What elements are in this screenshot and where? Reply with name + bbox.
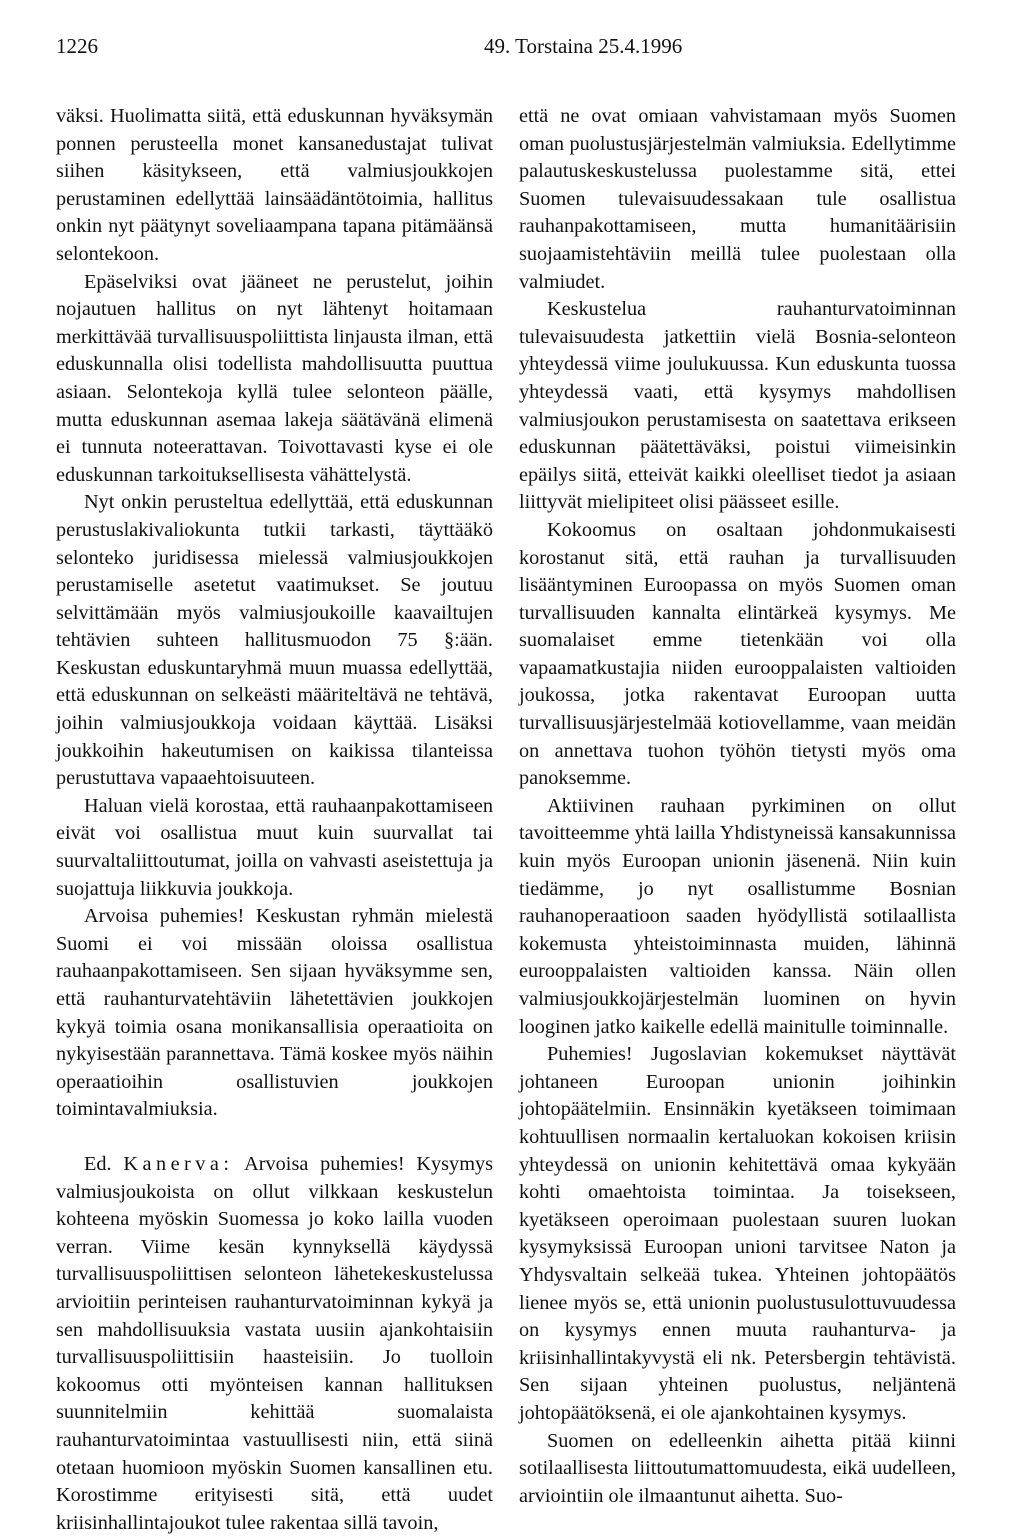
paragraph: Puhemies! Jugoslavian kokemukset näyttävät johtaneen Euroopan unionin joihinkin johtopäätelmiin. Ensinnäkin kyetäkseen toimimaan kohtuullisen normaalin kertaluokan kokoisen kriisin yhteydessä on unionin kehitettävä omaa kykyään kohti omaehtoista toimintaa. Ja toisekseen, kyetäkseen operoimaan puolestaan suuren luokan kysymyksissä Euroopan unioni tarvitsee Naton ja Yhdysvaltain selkeää tukea. Yhteinen johtopäätös lienee myös se, että unionin puolustusulottuvuudessa on kysymys ennen muuta rauhanturva- ja kriisinhallintakyvystä eli nk. Petersbergin tehtävistä. Sen sijaan yhteinen puolustus, neljäntenä johtopäätöksenä, ei ole ajankohtainen kysymys.: [519, 1043, 956, 1424]
paragraph: Kokoomus on osaltaan johdonmukaisesti korostanut sitä, että rauhan ja turvallisuuden lisääntyminen Euroopassa on myös Suomen oman turvallisuuden kannalta elintärkeä kysymys. Me suomalaiset emme tietenkään voi olla vapaamatkustajia niiden eurooppalaisten valtioiden joukossa, jotka rakentavat Euroopan uutta turvallisuusjärjestelmää kotiovellamme, vaan meidän on annettava tuohon työhön tietysti myös oma panoksemme.: [519, 518, 956, 790]
paragraph: että ne ovat omiaan vahvistamaan myös Suomen oman puolustusjärjestelmän valmiuksia. Edellytimme palautuskeskustelussa puolestamme sitä, ettei Suomen tulevaisuudessakaan tule osallistua rauhanpakottamiseen, mutta humanitäärisiin suojaamistehtäviin meillä tulee puolestaan olla valmiudet.: [519, 105, 956, 293]
speech-prefix: Ed.: [84, 1152, 112, 1175]
left-column: [56, 103, 493, 1537]
page-number: 1226: [56, 34, 98, 58]
paragraph: Epäselviksi ovat jääneet ne perustelut, joihin nojautuen hallitus on nyt lähtenyt hoitamaan merkittävää turvallisuuspoliittista linjausta ilman, että eduskunnalla olisi todellista mahdollisuutta puuttua asiaan. Selontekoja kyllä tulee selonteon päälle, mutta eduskunnan asemaa lakeja säätävänä elimenä ei tunnuta noteerattavan. Toivottavasti kyse ei ole eduskunnan tarkoituksellisesta vähättelystä.: [56, 270, 493, 486]
paragraph: Arvoisa puhemies! Keskustan ryhmän mielestä Suomi ei voi missään oloissa osallistua rauhaanpakottamiseen. Sen sijaan hyväksymme sen, että rauhanturvatehtäviin lähetettävien joukkojen kykyä toimia osana monikansallisia operaatioita on nykyisestään parannettava. Tämä koskee myös näihin operaatioihin osallistuvien joukkojen toimintavalmiuksia.: [56, 905, 493, 1121]
speaker-name: Kanerva:: [123, 1152, 234, 1175]
paragraph: Haluan vielä korostaa, että rauhaanpakottamiseen eivät voi osallistua muut kuin suurvallat tai suurvaltaliittoutumat, joilla on vahvasti aseistettuja ja suojattuja liikkuvia joukkoja.: [56, 794, 493, 900]
running-head: 49. Torstaina 25.4.1996: [484, 34, 683, 58]
paragraph: Keskustelua rauhanturvatoiminnan tulevaisuudesta jatkettiin vielä Bosnia-selonteon yhteydessä viime joulukuussa. Kun eduskunta tuossa yhteydessä vaati, että kysymys mahdollisen valmiusjoukon perustamisesta on saatettava erikseen eduskunnan päätettäväksi, poistui viimeisinkin epäilys siitä, etteivät kaikki oleelliset tiedot ja asiaan liittyvät mielipiteet olisi päässeet esille.: [519, 298, 956, 514]
speech-text: Arvoisa puhemies! Kysymys valmiusjoukoista on ollut vilkkaan keskustelun kohteena myöskin Suomessa jo koko lailla vuoden verran. Viime kesän kynnyksellä käydyssä turvallisuuspoliittisen selonteon lähetekeskustelussa arvioitiin perinteisen rauhanturvatoiminnan kykyä ja sen mahdollisuuksia vastata uusiin ajankohtaisiin turvallisuuspoliittisiin haasteisiin. Jo tuolloin kokoomus otti myönteisen kannan hallituksen suunnitelmiin kehittää suomalaista rauhanturvatoimintaa vastuullisesti niin, että siinä otetaan huomioon myöskin Suomen kansallinen etu. Korostimme erityisesti sitä, että uudet kriisinhallintajoukot tulee rakentaa sillä tavoin,: [56, 1152, 494, 1534]
speech-paragraph: [56, 1151, 493, 1537]
paragraph: Nyt onkin perusteltua edellyttää, että eduskunnan perustuslakivaliokunta tutkii tarkasti, täyttääkö selonteko juridisessa mielessä valmiusjoukkojen perustamiselle asetetut vaatimukset. Se joutuu selvittämään myös valmiusjoukoille kaavailtujen tehtävien suhteen hallitusmuodon 75 §:ään. Keskustan eduskuntaryhmä muun muassa edellyttää, että eduskunnan on selkeästi määriteltävä ne tehtävä, joihin valmiusjoukkoja voidaan käyttää. Lisäksi joukkoihin hakeutumisen on kaikissa tilanteissa perustuttava vapaaehtoisuuteen.: [56, 491, 493, 790]
paragraph: Suomen on edelleenkin aihetta pitää kiinni sotilaallisesta liittoutumattomuudesta, eikä uudelleen, arviointiin ole ilmaantunut aihetta. Suo-: [519, 1429, 956, 1507]
right-column: [519, 103, 956, 1510]
page-header: [56, 34, 976, 64]
paragraph: väksi. Huolimatta siitä, että eduskunnan hyväksymän ponnen perusteella monet kansanedustajat tulivat siihen käsitykseen, että valmiusjoukkojen perustaminen edellyttää lainsäädäntötoimia, hallitus onkin nyt päätynyt soveliaampana tapana pitämäänsä selontekoon.: [56, 105, 493, 265]
paragraph: Aktiivinen rauhaan pyrkiminen on ollut tavoitteemme yhtä lailla Yhdistyneissä kansakunnissa kuin myös Euroopan unionin jäsenenä. Niin kuin tiedämme, jo nyt osallistumme Bosnian rauhanoperaatioon saaden hyödyllistä sotilaallista kokemusta yhteistoiminnasta muiden, lähinnä eurooppalaisten valtioiden kanssa. Näin ollen valmiusjoukkojärjestelmän luominen on hyvin looginen jatko kaikelle edellä mainitulle toiminnalle.: [519, 794, 956, 1038]
